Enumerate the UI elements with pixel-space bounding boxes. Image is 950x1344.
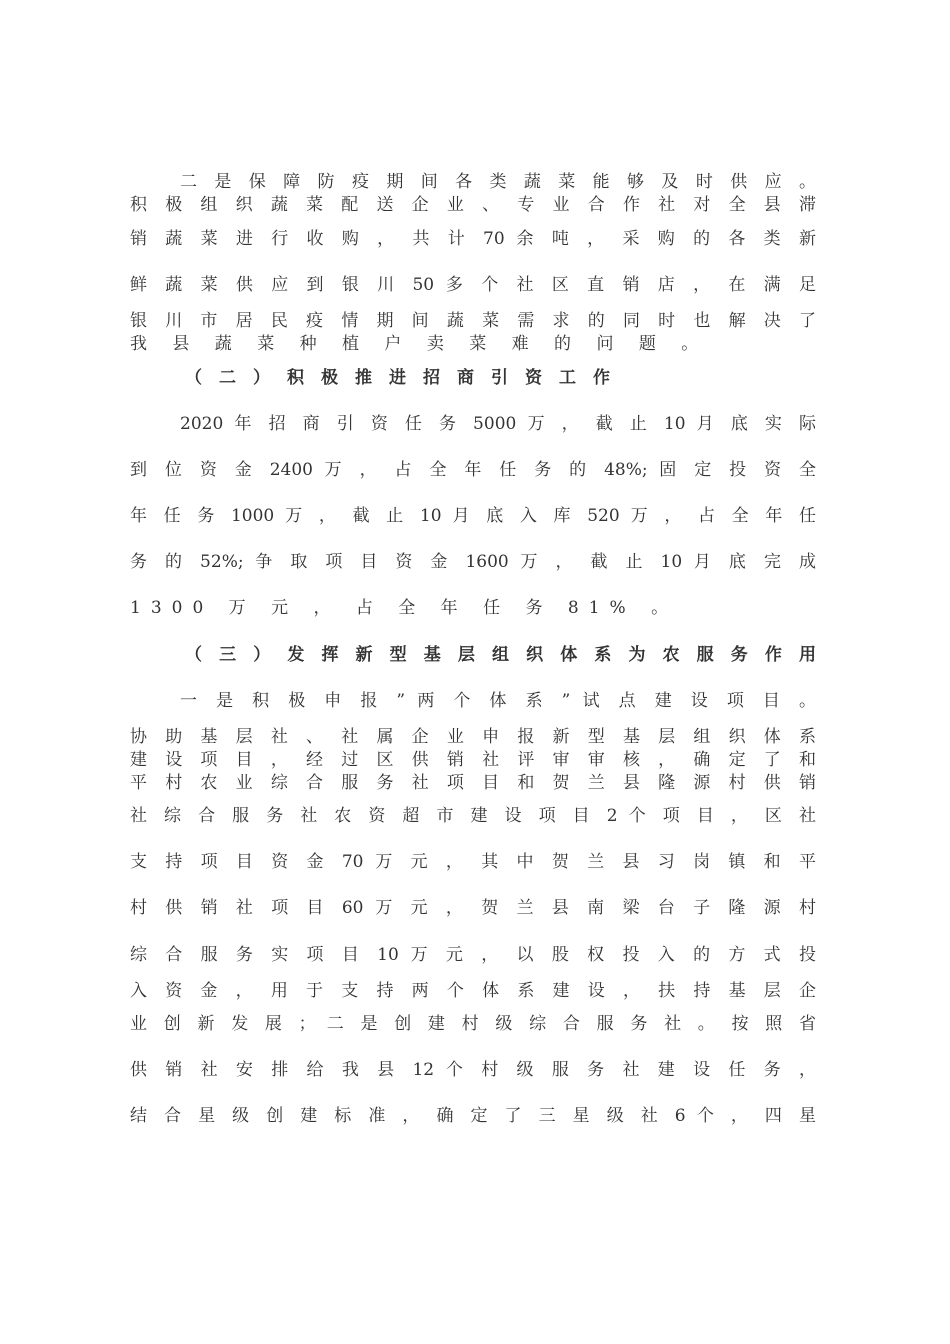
- paragraph-line: 支 持 项 目 资 金 70 万 元 ， 其 中 贺 兰 县 习 岗 镇 和 平: [130, 852, 816, 872]
- paragraph-line: 社 综 合 服 务 社 农 资 超 市 建 设 项 目 2 个 项 目 ， 区 社: [130, 806, 816, 826]
- paragraph-line: 建 设 项 目 ， 经 过 区 供 销 社 评 审 审 核 ， 确 定 了 和: [130, 750, 816, 770]
- paragraph-line: 平 村 农 业 综 合 服 务 社 项 目 和 贺 兰 县 隆 源 村 供 销: [130, 773, 816, 793]
- paragraph-line: 务 的 52%; 争 取 项 目 资 金 1600 万 ， 截 止 10 月 底 完 成: [130, 552, 816, 572]
- paragraph-line: 一 是 积 极 申 报 ” 两 个 体 系 ” 试 点 建 设 项 目 。: [180, 691, 816, 711]
- paragraph-line: 销 蔬 菜 进 行 收 购 ， 共 计 70 余 吨 ， 采 购 的 各 类 新: [130, 229, 816, 249]
- paragraph-line: 鲜 蔬 菜 供 应 到 银 川 50 多 个 社 区 直 销 店 ， 在 满 足: [130, 275, 816, 295]
- paragraph-line: 村 供 销 社 项 目 60 万 元 ， 贺 兰 县 南 梁 台 子 隆 源 村: [130, 898, 816, 918]
- paragraph-line: 银 川 市 居 民 疫 情 期 间 蔬 菜 需 求 的 同 时 也 解 决 了: [130, 311, 816, 331]
- paragraph-line: 二 是 保 障 防 疫 期 间 各 类 蔬 菜 能 够 及 时 供 应 。: [180, 172, 816, 192]
- paragraph-line: 供 销 社 安 排 给 我 县 12 个 村 级 服 务 社 建 设 任 务 ，: [130, 1060, 816, 1080]
- paragraph-line: 我 县 蔬 菜 种 植 户 卖 菜 难 的 问 题 。: [130, 334, 709, 354]
- paragraph-line: 1300 万 元 ， 占 全 年 任 务 81% 。: [130, 598, 679, 618]
- paragraph-line: 2020 年 招 商 引 资 任 务 5000 万 ， 截 止 10 月 底 实 际: [180, 414, 816, 434]
- paragraph-line: 业 创 新 发 展 ； 二 是 创 建 村 级 综 合 服 务 社 。 按 照 省: [130, 1014, 816, 1034]
- section-heading: （ 三 ） 发 挥 新 型 基 层 组 织 体 系 为 农 服 务 作 用: [185, 645, 816, 665]
- paragraph-line: 入 资 金 ， 用 于 支 持 两 个 体 系 建 设 ， 扶 持 基 层 企: [130, 981, 816, 1001]
- paragraph-line: 年 任 务 1000 万 ， 截 止 10 月 底 入 库 520 万 ， 占 全 年 任: [130, 506, 816, 526]
- section-heading: （ 二 ） 积 极 推 进 招 商 引 资 工 作: [185, 368, 610, 388]
- paragraph-line: 协 助 基 层 社 、 社 属 企 业 申 报 新 型 基 层 组 织 体 系: [130, 727, 816, 747]
- paragraph-line: 积 极 组 织 蔬 菜 配 送 企 业 、 专 业 合 作 社 对 全 县 滞: [130, 195, 816, 215]
- paragraph-line: 到 位 资 金 2400 万 ， 占 全 年 任 务 的 48%; 固 定 投 资 全: [130, 460, 816, 480]
- paragraph-line: 结 合 星 级 创 建 标 准 ， 确 定 了 三 星 级 社 6 个 ， 四 星: [130, 1106, 816, 1126]
- paragraph-line: 综 合 服 务 实 项 目 10 万 元 ， 以 股 权 投 入 的 方 式 投: [130, 945, 816, 965]
